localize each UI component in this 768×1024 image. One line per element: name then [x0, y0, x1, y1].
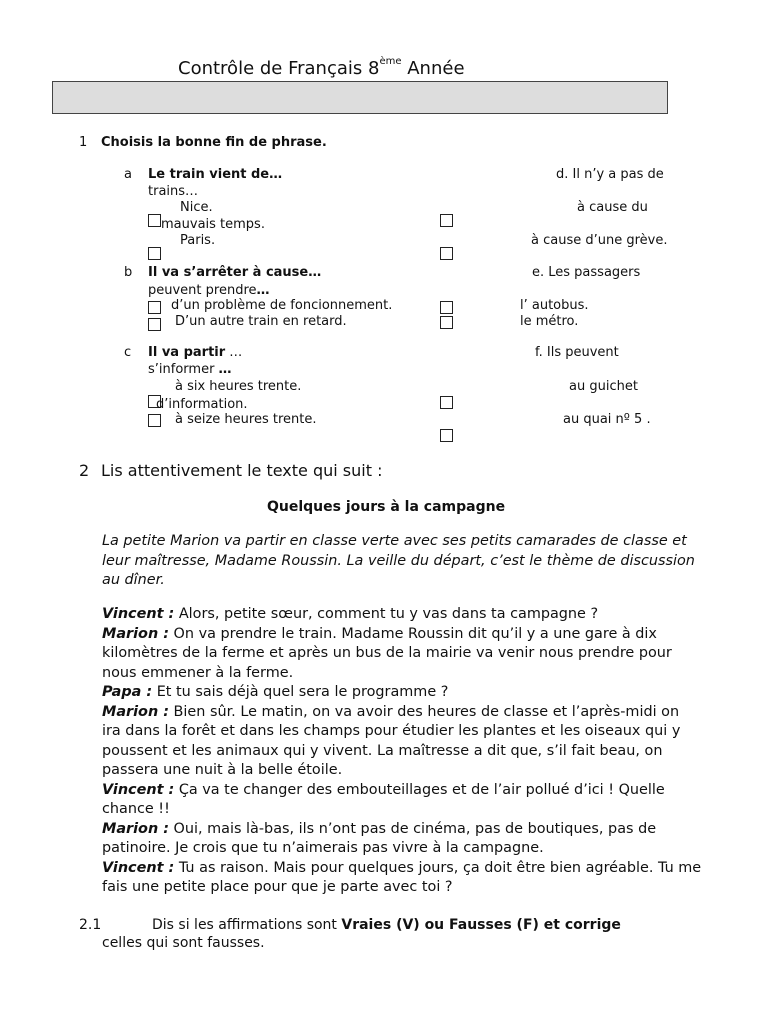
- item-e-line2: [148, 283, 270, 298]
- exercise2-1-line2: celles qui sont fausses.: [102, 935, 265, 951]
- page-title: [178, 58, 465, 79]
- checkbox-a-paris[interactable]: [148, 247, 161, 260]
- speaker-name: Marion :: [102, 820, 169, 837]
- checkbox-b-retard[interactable]: [148, 318, 161, 331]
- text-title: Quelques jours à la campagne: [267, 499, 506, 515]
- checkbox-d-greve[interactable]: [440, 247, 453, 260]
- exercise2-1-text: Dis si les affirmations sont: [152, 917, 342, 933]
- title-prefix: Contrôle de Français 8: [178, 58, 380, 79]
- checkbox-e-metro[interactable]: [440, 316, 453, 329]
- title-superscript: ème: [379, 56, 402, 67]
- item-b-letter: b: [124, 265, 133, 280]
- exercise1-instruction: Choisis la bonne fin de phrase.: [101, 135, 327, 150]
- speaker-name: Vincent :: [102, 859, 175, 876]
- speaker-name: Papa :: [102, 684, 153, 700]
- checkbox-b-probleme[interactable]: [148, 301, 161, 314]
- exercise2-1-number: 2.1: [79, 917, 102, 933]
- exercise1-number: 1: [79, 135, 88, 150]
- item-c-stem: [148, 345, 242, 360]
- item-d-option1-b: mauvais temps.: [161, 217, 265, 232]
- exercise2-1-bold: Vraies (V) ou Fausses (F) et corrige: [341, 917, 621, 933]
- exercise2-1-instruction: [152, 917, 621, 933]
- dialogue-line: [102, 703, 702, 781]
- item-f-option1-a: au guichet: [569, 379, 638, 394]
- dialogue-text: Ça va te changer des embouteillages et de l’air pollué d’ici ! Quelle chance !!: [102, 781, 665, 817]
- item-b-option1: d’un problème de foncionnement.: [171, 298, 393, 313]
- checkbox-c-seize-heures[interactable]: [148, 414, 161, 427]
- dialogue-line: [102, 683, 702, 703]
- checkbox-a-nice[interactable]: [148, 214, 161, 227]
- item-d-line2: trains…: [148, 184, 199, 199]
- dialogue-text: Et tu sais déjà quel sera le programme ?: [152, 684, 449, 700]
- item-b-option2: D’un autre train en retard.: [175, 314, 347, 329]
- title-suffix: Année: [407, 58, 465, 79]
- item-c-letter: c: [124, 345, 132, 360]
- checkbox-f-quai[interactable]: [440, 429, 453, 442]
- exercise2-number: 2: [79, 461, 90, 480]
- item-f-line2-bold: …: [218, 362, 232, 377]
- dialogue-line: [102, 605, 702, 625]
- item-a-stem: Le train vient de…: [148, 167, 283, 182]
- item-e-option2: le métro.: [520, 314, 579, 329]
- dialogue: [102, 605, 702, 898]
- item-c-stem-rest: …: [225, 345, 243, 360]
- dialogue-line: [102, 625, 702, 684]
- dialogue-text: Bien sûr. Le matin, on va avoir des heures de classe et l’après-midi on ira dans la forêt et dans les champs pour étudier les plantes et les oiseaux qui y poussent et les animaux qui y vivent. La maîtresse a dit que, s’il fait beau, on passera une nuit à la belle étoile.: [102, 703, 681, 778]
- speaker-name: Marion :: [102, 625, 169, 642]
- speaker-name: Marion :: [102, 703, 169, 720]
- speaker-name: Vincent :: [102, 606, 175, 622]
- item-a-option-nice: Nice.: [180, 200, 213, 215]
- checkbox-e-autobus[interactable]: [440, 301, 453, 314]
- dialogue-text: On va prendre le train. Madame Roussin dit qu’il y a une gare à dix kilomètres de la ferme et après un bus de la mairie va venir nous prendre pour nous emmener à la ferme.: [102, 625, 672, 681]
- item-e-line2-plain: peuvent prendre: [148, 283, 257, 298]
- item-c-option1: à six heures trente.: [175, 379, 302, 394]
- item-e-option1: l’ autobus.: [520, 298, 589, 313]
- dialogue-line: [102, 859, 702, 898]
- dialogue-text: Tu as raison. Mais pour quelques jours, ça doit être bien agréable. Tu me fais une petite place pour que je parte avec toi ?: [102, 859, 702, 895]
- item-e-line2-bold: …: [256, 283, 270, 298]
- dialogue-text: Alors, petite sœur, comment tu y vas dans ta campagne ?: [174, 606, 599, 622]
- item-f-line2-plain: s’informer: [148, 362, 219, 377]
- item-c-stem-bold: Il va partir: [148, 345, 226, 360]
- dialogue-line: [102, 820, 702, 859]
- checkbox-d-mauvais-temps[interactable]: [440, 214, 453, 227]
- dialogue-line: [102, 781, 702, 820]
- item-c-option2: à seize heures trente.: [175, 412, 317, 427]
- name-field-box[interactable]: [52, 81, 668, 114]
- item-d-option1-a: à cause du: [577, 200, 648, 215]
- item-f-line2: [148, 362, 232, 377]
- item-a-option-paris: Paris.: [180, 233, 216, 248]
- exercise2-instruction: Lis attentivement le texte qui suit :: [101, 461, 383, 480]
- item-f-option1-b: d’information.: [156, 397, 248, 412]
- item-d-option2: à cause d’une grève.: [531, 233, 668, 248]
- item-a-letter: a: [124, 167, 132, 182]
- item-d-line1: d. Il n’y a pas de: [556, 167, 664, 182]
- item-e-line1: e. Les passagers: [532, 265, 641, 280]
- item-f-line1: f. Ils peuvent: [535, 345, 619, 360]
- item-b-stem: Il va s’arrêter à cause…: [148, 265, 322, 280]
- speaker-name: Vincent :: [102, 781, 175, 798]
- item-f-option2: au quai nº 5 .: [563, 412, 651, 427]
- text-intro: La petite Marion va partir en classe verte avec ses petits camarades de classe et leur maîtresse, Madame Roussin. La veille du départ, c’est le thème de discussion au dîner.: [102, 533, 695, 588]
- checkbox-f-guichet[interactable]: [440, 396, 453, 409]
- dialogue-text: Oui, mais là-bas, ils n’ont pas de cinéma, pas de boutiques, pas de patinoire. Je crois que tu n’aimerais pas vivre à la campagne.: [102, 820, 657, 856]
